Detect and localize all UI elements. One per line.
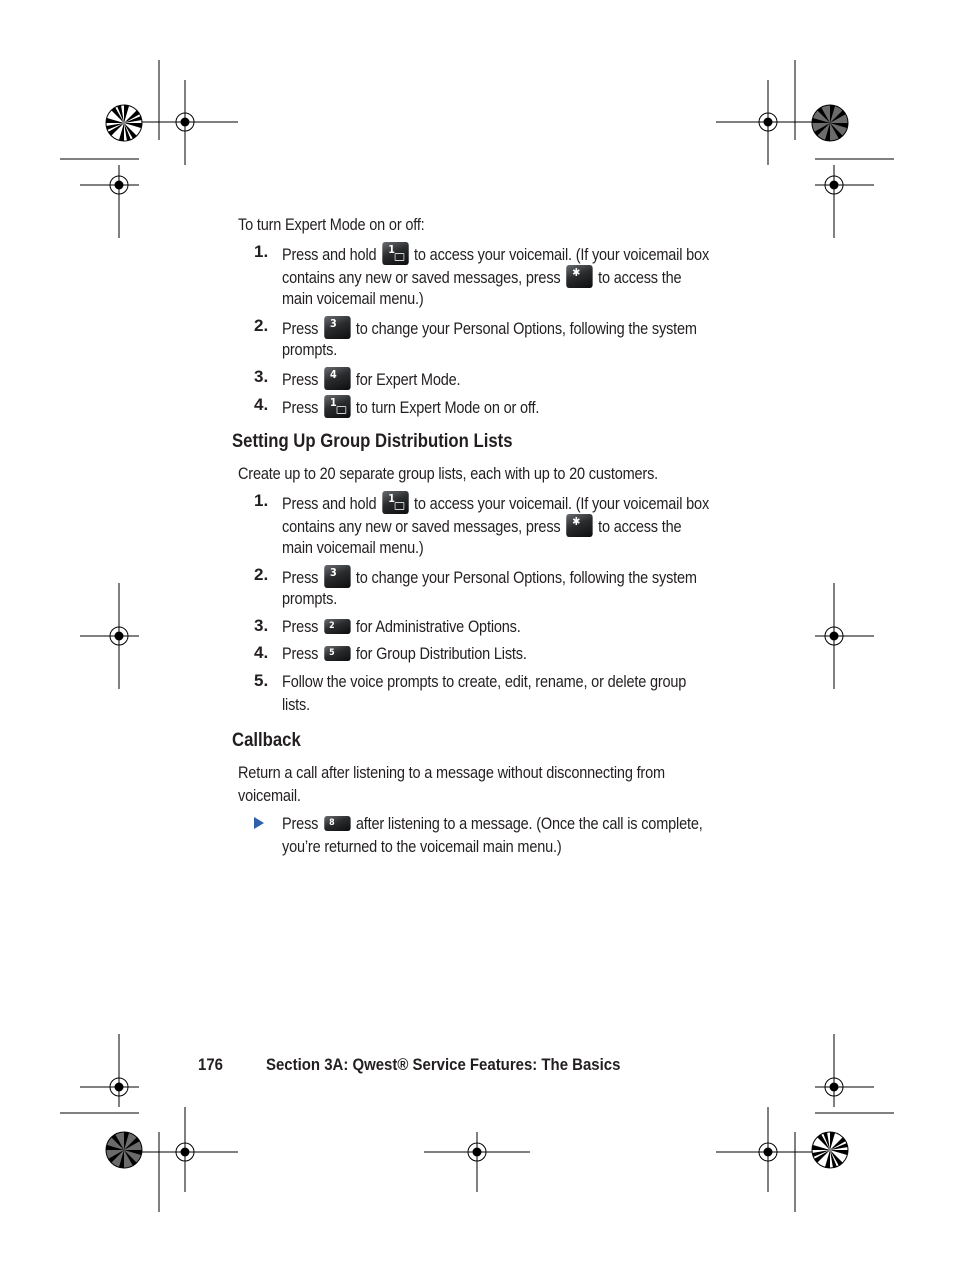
key-8-icon: 8 <box>324 816 350 831</box>
step-number: 4. <box>254 643 269 662</box>
key-star-icon: ✱ <box>566 265 592 288</box>
callback-intro: Return a call after listening to a message without disconnecting from voicemail. <box>238 764 665 805</box>
step-number: 5. <box>254 671 269 690</box>
section-heading: Setting Up Group Distribution Lists <box>232 431 513 452</box>
key-star-icon: ✱ <box>566 514 592 537</box>
key-4-icon: 4 <box>324 367 350 390</box>
key-1-icon: 1 <box>324 395 350 418</box>
step-number: 3. <box>254 367 269 386</box>
step-number: 2. <box>254 316 269 335</box>
expert-mode-intro: To turn Expert Mode on or off: <box>238 216 425 234</box>
step-number: 1. <box>254 491 269 510</box>
manual-page: To turn Expert Mode on or off: 1. Press and hold 1 to access your voicemail. (If your voicemail box contains any new or saved messages, press ✱ to access the main voicemail menu.) 2. Press 3 to change your Personal Options, following the system prompts. 3. Press 4 for Expert Mode. 4. Press 1 to turn Expert Mode on or off. Setting Up Group Distribution Lists Create up to 20 separate group lists, each with up to 20 customers. 1. Press and hold 1 to access your voicemail. (If your voicemail box contains any new or saved messages, press ✱ to access the main voicemail menu.) 2. Press 3 to change your Personal Options, following the system prompts. 3. Press 2 for Administrative Options. 4. Press 5 for Group Distribution Lists. 5. Follow the voice prompts to create, edit, rename, or delete group lists. Callback Return a call after listening to a message without disconnecting from voicemail. Press 8 after listening to a message. (Once the call is complete, you’re returned to the voicemail main menu.) 176 Section 3A: Qwest® Service Features: The Basics <box>198 216 710 1074</box>
section-title: Section 3A: Qwest® Service Features: The Basics <box>266 1055 621 1074</box>
step-number: 4. <box>254 395 269 414</box>
section-heading: Callback <box>232 730 301 751</box>
key-2-icon: 2 <box>324 619 350 634</box>
bullet-arrow-icon <box>254 817 264 829</box>
step-number: 1. <box>254 242 269 261</box>
step-number: 3. <box>254 616 269 635</box>
key-3-icon: 3 <box>324 565 350 588</box>
key-1-icon: 1 <box>382 491 408 514</box>
page-number: 176 <box>198 1055 223 1074</box>
key-5-icon: 5 <box>324 646 350 661</box>
key-1-icon: 1 <box>382 242 408 265</box>
group-intro: Create up to 20 separate group lists, each with up to 20 customers. <box>238 465 659 483</box>
key-3-icon: 3 <box>324 316 350 339</box>
step-number: 2. <box>254 565 269 584</box>
